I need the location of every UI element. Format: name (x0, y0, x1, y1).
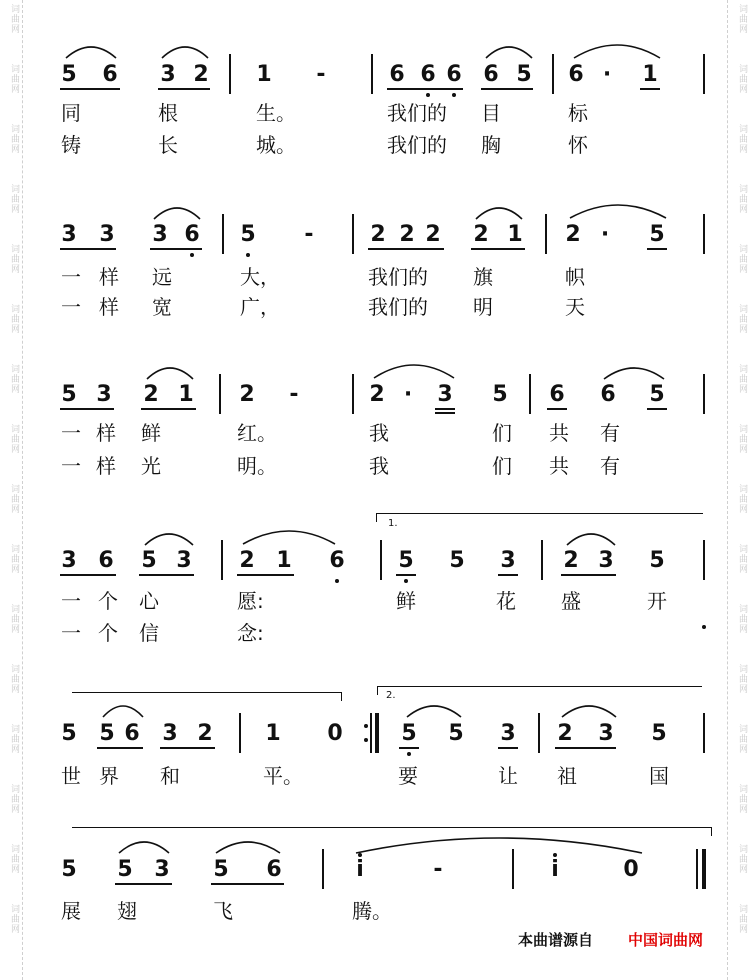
note: 1 (178, 382, 194, 407)
right-watermark-strip (727, 0, 750, 980)
lyric: 愿: (237, 589, 264, 613)
final-barline-thin (696, 849, 698, 889)
note: 6 (329, 548, 345, 573)
lyric: 世 (61, 764, 81, 788)
underline (561, 574, 616, 576)
barline (703, 214, 705, 254)
note: 3 (176, 548, 192, 573)
lyric: 盛 (561, 589, 581, 613)
lyric: 我 (369, 454, 389, 478)
barline (380, 540, 382, 580)
repeat-barline-thin (370, 713, 372, 753)
note: 6 (389, 62, 405, 87)
lyric: 共 (549, 421, 569, 445)
note: 1 (507, 222, 523, 247)
watermark-text: 词曲网 (737, 424, 747, 454)
underline (115, 883, 172, 885)
watermark-text: 词曲网 (737, 304, 747, 334)
underline (211, 883, 284, 885)
note: 5 (401, 721, 417, 746)
augmentation-dot: · (403, 382, 413, 407)
barline (352, 374, 354, 414)
lyric: 宽 (152, 295, 172, 319)
final-barline-thick (702, 849, 706, 889)
note: 6 (184, 222, 200, 247)
slur (101, 699, 145, 719)
note: 5 (649, 548, 665, 573)
note: 1 (276, 548, 292, 573)
underline (498, 747, 518, 749)
note: 5 (398, 548, 414, 573)
note: 5 (61, 382, 77, 407)
watermark-text: 词曲网 (9, 124, 19, 154)
slur (572, 38, 662, 60)
lyric: 一 (61, 589, 81, 613)
lyric: 红。 (237, 421, 277, 445)
underline (97, 747, 143, 749)
lyric: 们 (492, 454, 512, 478)
note: 2 (557, 721, 573, 746)
note: i (356, 857, 364, 882)
watermark-text: 词曲网 (9, 64, 19, 94)
dash: - (316, 62, 326, 87)
barline (512, 849, 514, 889)
note: 2 (143, 382, 159, 407)
lyric: 我们的 (368, 295, 428, 319)
watermark-text: 词曲网 (737, 724, 747, 754)
lyric: 和 (160, 764, 180, 788)
note: 2 (399, 222, 415, 247)
octave-dot (404, 579, 408, 583)
lyric: 一 (61, 265, 81, 289)
barline (552, 54, 554, 94)
lyric: 念: (237, 621, 264, 645)
lyric: 明。 (237, 454, 277, 478)
lyric: 样 (96, 421, 116, 445)
underline (139, 574, 194, 576)
slur (565, 527, 617, 547)
note: 6 (102, 62, 118, 87)
barline (222, 214, 224, 254)
note: 5 (240, 222, 256, 247)
extension-line (72, 827, 712, 828)
note: 5 (61, 857, 77, 882)
slur (143, 527, 195, 547)
lyric: 样 (96, 454, 116, 478)
lyric: 祖 (557, 764, 577, 788)
lyric: 飞 (213, 899, 233, 923)
note: 6 (483, 62, 499, 87)
underline (471, 248, 525, 250)
note: 6 (124, 721, 140, 746)
slur (405, 699, 463, 719)
barline (229, 54, 231, 94)
lyric: 平。 (263, 764, 303, 788)
dash: - (433, 857, 443, 882)
lyric: 个 (98, 589, 118, 613)
note: 2 (370, 222, 386, 247)
slur (64, 40, 118, 60)
note: 2 (239, 548, 255, 573)
lyric: 鲜 (141, 421, 161, 445)
note: 3 (598, 548, 614, 573)
source-label: 本曲谱源自 (518, 931, 594, 949)
note: 3 (99, 222, 115, 247)
extension-line-end (711, 827, 712, 836)
note: 1 (256, 62, 272, 87)
underline (150, 248, 202, 250)
watermark-text: 词曲网 (737, 364, 747, 394)
octave-dot (426, 93, 430, 97)
lyric: 翅 (117, 899, 137, 923)
lyric: 有 (600, 454, 620, 478)
underline (60, 574, 116, 576)
watermark-text: 词曲网 (9, 544, 19, 574)
note: 5 (213, 857, 229, 882)
note: 2 (563, 548, 579, 573)
left-watermark-strip (0, 0, 23, 980)
lyric: 国 (649, 764, 669, 788)
lyric: 开 (647, 589, 667, 613)
repeat-barline-thick (375, 713, 379, 753)
octave-dot (190, 253, 194, 257)
lyric: 花 (496, 589, 516, 613)
note: 6 (446, 62, 462, 87)
lyric: 我们的 (387, 133, 447, 157)
barline (529, 374, 531, 414)
watermark-text: 词曲网 (9, 4, 19, 34)
note: 6 (98, 548, 114, 573)
lyric: 信 (139, 621, 159, 645)
underline (60, 88, 120, 90)
slur (484, 40, 534, 60)
volta-number: 1. (388, 518, 398, 529)
slur (117, 835, 171, 855)
underline (647, 408, 667, 410)
underline (141, 408, 196, 410)
volta-number: 2. (386, 690, 396, 701)
note: 5 (99, 721, 115, 746)
lyric: 胸 (481, 133, 501, 157)
slur (568, 198, 668, 220)
note: 2 (239, 382, 255, 407)
octave-dot (246, 253, 250, 257)
octave-dot (452, 93, 456, 97)
underline (387, 88, 463, 90)
watermark-text: 词曲网 (737, 544, 747, 574)
barline (703, 54, 705, 94)
watermark-text: 词曲网 (9, 424, 19, 454)
note: 2 (197, 721, 213, 746)
barline (538, 713, 540, 753)
lyric: 怀 (568, 133, 588, 157)
note: 2 (473, 222, 489, 247)
note: 3 (96, 382, 112, 407)
note: 2 (193, 62, 209, 87)
watermark-text: 词曲网 (9, 784, 19, 814)
repeat-dot (364, 724, 368, 728)
note: i (551, 857, 559, 882)
underline (555, 747, 616, 749)
watermark-text: 词曲网 (737, 484, 747, 514)
underline (547, 408, 567, 410)
site-link[interactable]: 中国词曲网 (628, 931, 704, 949)
watermark-text: 词曲网 (9, 304, 19, 334)
lyric: 要 (398, 764, 418, 788)
lyric: 共 (549, 454, 569, 478)
watermark-text: 词曲网 (9, 724, 19, 754)
extension-line-end (341, 692, 342, 701)
lyric: 广， (240, 295, 280, 319)
barline (545, 214, 547, 254)
lyric: 远 (152, 265, 172, 289)
lyric: 标 (568, 101, 588, 125)
underline (60, 408, 114, 410)
octave-dot (407, 752, 411, 756)
underline (160, 747, 215, 749)
augmentation-dot: · (600, 222, 610, 247)
lyric: 一 (61, 295, 81, 319)
lyric: 个 (98, 621, 118, 645)
dash: - (289, 382, 299, 407)
note: 3 (598, 721, 614, 746)
watermark-text: 词曲网 (9, 484, 19, 514)
note: 5 (516, 62, 532, 87)
note: 1 (265, 721, 281, 746)
lyric: 心 (139, 589, 159, 613)
note: 6 (266, 857, 282, 882)
lyric: 明 (473, 295, 493, 319)
lyric: 旗 (473, 265, 493, 289)
note: 3 (152, 222, 168, 247)
underline (640, 88, 660, 90)
underline (498, 574, 518, 576)
lyric: 目 (481, 101, 501, 125)
watermark-text: 词曲网 (737, 4, 747, 34)
note: 3 (500, 721, 516, 746)
lyric: 有 (600, 421, 620, 445)
note: 2 (425, 222, 441, 247)
note: 2 (565, 222, 581, 247)
lyric: 天 (565, 295, 585, 319)
watermark-text: 词曲网 (737, 604, 747, 634)
watermark-text: 词曲网 (9, 184, 19, 214)
underline (435, 412, 455, 414)
barline (239, 713, 241, 753)
note: 6 (568, 62, 584, 87)
lyric: 铸 (61, 133, 81, 157)
lyric: 我们的 (387, 101, 447, 125)
note: 5 (117, 857, 133, 882)
lyric: 一 (61, 421, 81, 445)
note: 5 (492, 382, 508, 407)
lyric: 样 (99, 265, 119, 289)
note: 5 (141, 548, 157, 573)
barline (219, 374, 221, 414)
slur (602, 361, 666, 381)
stray-mark (702, 625, 706, 629)
watermark-text: 词曲网 (9, 844, 19, 874)
note: 3 (154, 857, 170, 882)
slur (214, 835, 282, 855)
watermark-text: 词曲网 (9, 604, 19, 634)
lyric: 同 (61, 101, 81, 125)
note: 3 (162, 721, 178, 746)
rest: 0 (327, 721, 343, 746)
lyric: 我们的 (368, 265, 428, 289)
rest: 0 (623, 857, 639, 882)
note: 3 (500, 548, 516, 573)
lyric: 帜 (565, 265, 585, 289)
note: 3 (61, 548, 77, 573)
note: 3 (160, 62, 176, 87)
watermark-text: 词曲网 (737, 664, 747, 694)
slur (152, 201, 202, 221)
underline (399, 747, 419, 749)
underline (60, 248, 116, 250)
lyric: 鲜 (396, 589, 416, 613)
watermark-text: 词曲网 (737, 64, 747, 94)
lyric: 一 (61, 621, 81, 645)
dash: - (304, 222, 314, 247)
note: 6 (420, 62, 436, 87)
lyric: 一 (61, 454, 81, 478)
watermark-text: 词曲网 (737, 124, 747, 154)
lyric: 光 (141, 454, 161, 478)
underline (647, 248, 667, 250)
note: 5 (651, 721, 667, 746)
note: 5 (649, 382, 665, 407)
note: 1 (642, 62, 658, 87)
note: 5 (61, 62, 77, 87)
extension-line (72, 692, 342, 693)
slur (145, 361, 195, 381)
lyric: 长 (158, 133, 178, 157)
watermark-text: 词曲网 (737, 244, 747, 274)
slur (372, 358, 456, 380)
underline (435, 408, 455, 410)
note: 6 (600, 382, 616, 407)
note: 5 (449, 548, 465, 573)
note: 3 (437, 382, 453, 407)
barline (352, 214, 354, 254)
barline (703, 540, 705, 580)
lyric: 们 (492, 421, 512, 445)
watermark-text: 词曲网 (737, 904, 747, 934)
note: 6 (549, 382, 565, 407)
slur (560, 699, 618, 719)
barline (703, 713, 705, 753)
lyric: 让 (498, 764, 518, 788)
watermark-text: 词曲网 (9, 364, 19, 394)
barline (541, 540, 543, 580)
slur (474, 201, 524, 221)
octave-dot (335, 579, 339, 583)
volta-bracket (376, 513, 703, 522)
watermark-text: 词曲网 (9, 904, 19, 934)
barline (371, 54, 373, 94)
lyric: 界 (99, 764, 119, 788)
underline (158, 88, 210, 90)
note: 3 (61, 222, 77, 247)
slur (241, 524, 337, 546)
watermark-text: 词曲网 (737, 784, 747, 814)
lyric: 样 (99, 295, 119, 319)
underline (368, 248, 444, 250)
lyric: 腾。 (352, 899, 392, 923)
watermark-text: 词曲网 (9, 244, 19, 274)
barline (703, 374, 705, 414)
volta-bracket (377, 686, 702, 695)
lyric: 根 (158, 101, 178, 125)
lyric: 我 (369, 421, 389, 445)
augmentation-dot: · (602, 62, 612, 87)
note: 2 (369, 382, 385, 407)
lyric: 城。 (256, 133, 296, 157)
note: 5 (649, 222, 665, 247)
slur (354, 831, 644, 855)
watermark-text: 词曲网 (737, 844, 747, 874)
note: 5 (61, 721, 77, 746)
slur (160, 40, 210, 60)
watermark-text: 词曲网 (9, 664, 19, 694)
underline (396, 574, 416, 576)
underline (237, 574, 294, 576)
underline (481, 88, 533, 90)
barline (322, 849, 324, 889)
watermark-text: 词曲网 (737, 184, 747, 214)
lyric: 大， (240, 265, 280, 289)
repeat-dot (364, 738, 368, 742)
lyric: 生。 (256, 101, 296, 125)
note: 5 (448, 721, 464, 746)
lyric: 展 (61, 899, 81, 923)
barline (221, 540, 223, 580)
